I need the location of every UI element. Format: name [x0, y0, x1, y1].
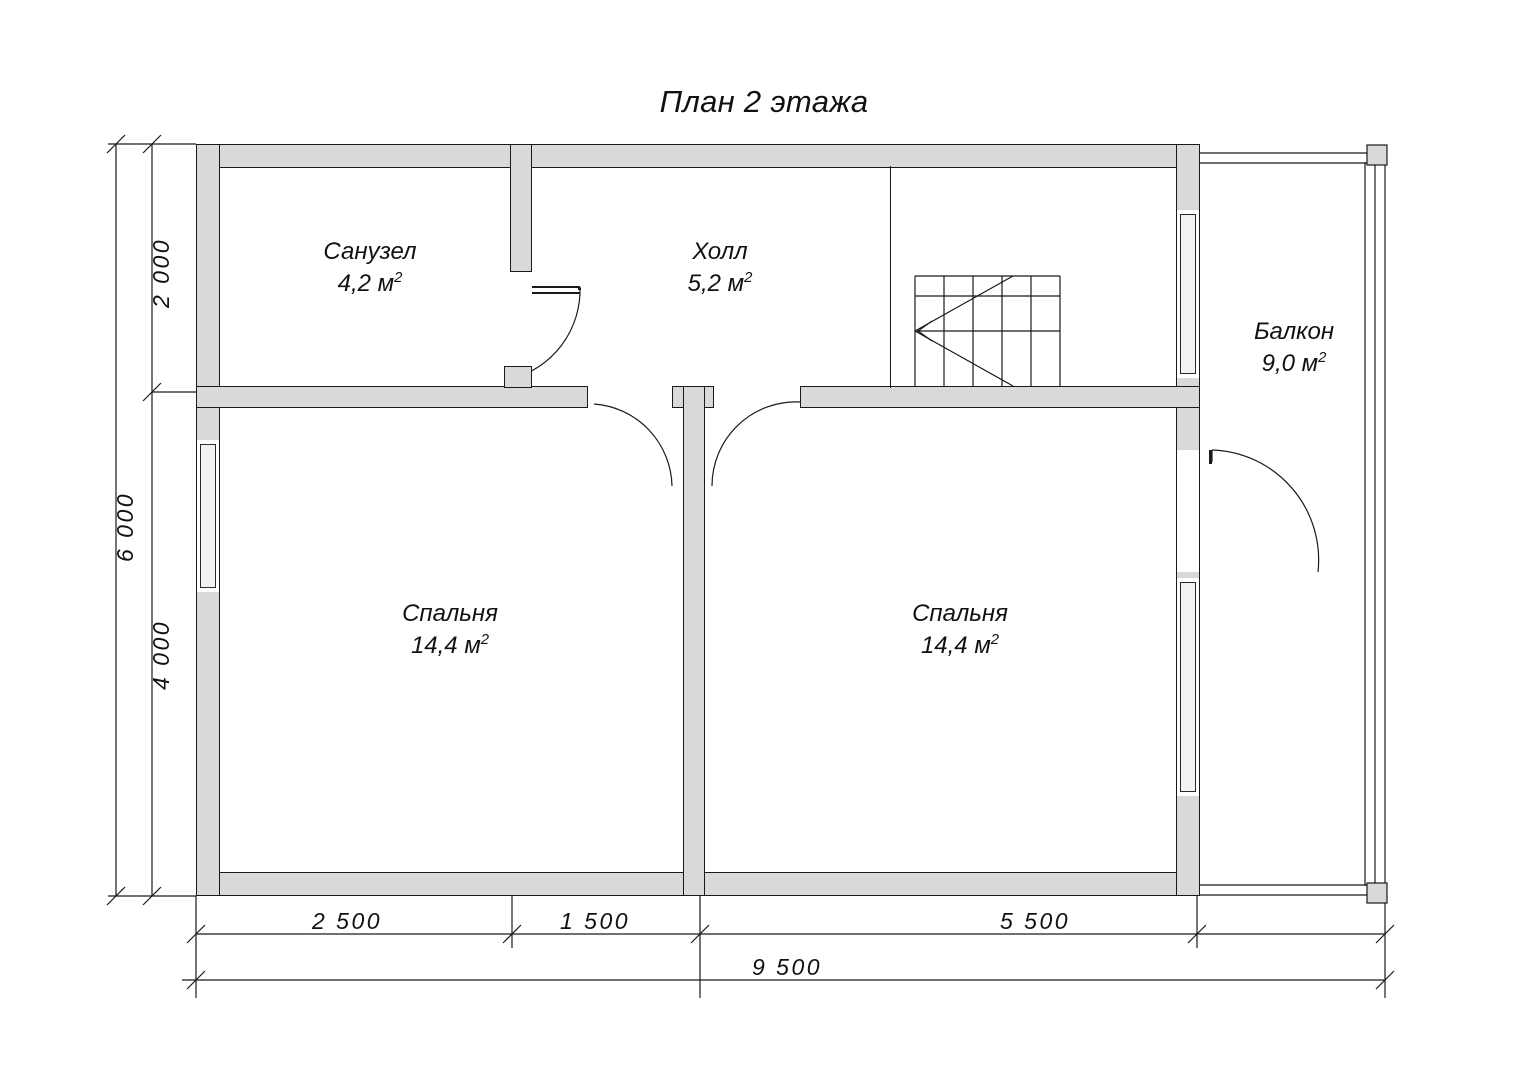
room-name: Спальня — [912, 600, 1008, 627]
room-area: 9,0 $м^2$ — [1261, 350, 1327, 378]
dimension-bottom-2500: 2 500 — [312, 908, 383, 934]
dimension-left-total: 6 000 — [112, 491, 138, 562]
wall-interior-vertical-bath — [510, 144, 532, 272]
door-leaf-balcony — [1209, 450, 1212, 464]
window-left — [200, 444, 216, 588]
room-area: 14,4 $м^2$ — [920, 632, 1000, 660]
room-label-hall — [600, 236, 840, 300]
window-right-lower — [1180, 582, 1196, 792]
wall-exterior-top — [196, 144, 1200, 168]
door-leaf-bath — [578, 288, 581, 290]
window-right-upper — [1180, 214, 1196, 374]
room-name: Спальня — [402, 600, 498, 627]
room-label-balcony — [1204, 316, 1384, 380]
dimension-bottom-total: 9 500 — [752, 954, 823, 980]
wall-gap-balcony-door — [1177, 450, 1199, 572]
room-area: 5,2 $м^2$ — [687, 270, 753, 298]
wall-interior-horizontal-right — [800, 386, 1200, 408]
dimension-bottom-1500: 1 500 — [560, 908, 631, 934]
wall-interior-vertical-bedrooms — [683, 386, 705, 896]
room-label-bathroom — [250, 236, 490, 300]
dimension-bottom-5500: 5 500 — [1000, 908, 1071, 934]
page-title: План 2 этажа — [659, 84, 869, 119]
dimension-left-4000: 4 000 — [148, 619, 174, 690]
line-stair-shaft-edge — [890, 166, 891, 388]
wall-interior-vertical-bath-jamb — [504, 366, 532, 388]
room-name: Балкон — [1253, 318, 1335, 345]
room-label-bedroom-right — [840, 598, 1080, 662]
room-label-bedroom-left — [330, 598, 570, 662]
room-name: Санузел — [323, 238, 417, 265]
dimension-left-2000: 2 000 — [148, 237, 174, 308]
room-area: 14,4 $м^2$ — [410, 632, 490, 660]
door-threshold-bath-2 — [532, 292, 580, 294]
door-threshold-bath — [532, 286, 580, 288]
wall-interior-horizontal-left — [196, 386, 588, 408]
room-area: 4,2 $м^2$ — [337, 270, 403, 298]
room-name: Холл — [692, 238, 748, 265]
